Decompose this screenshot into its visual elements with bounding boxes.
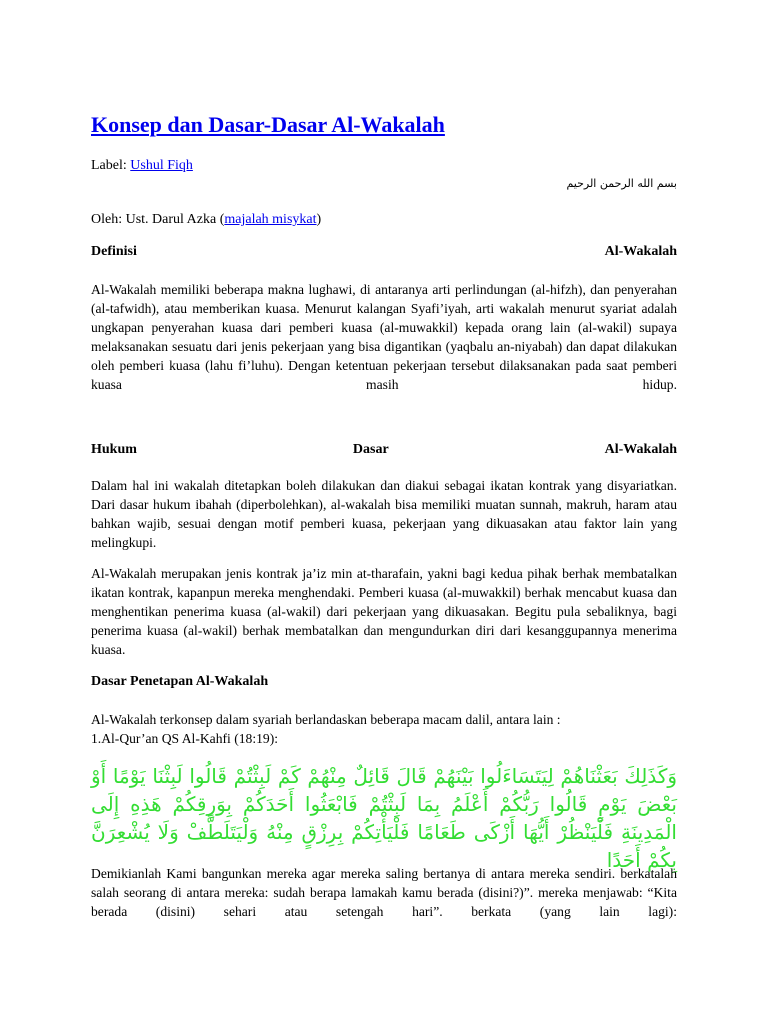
hukum-paragraph-1: Dalam hal ini wakalah ditetapkan boleh dilakukan dan diakui sebagai ikatan kontrak yang disyariatkan. Dari dasar hukum ibahah (diperbolehkan), al-wakalah bisa memiliki muatan sunnah, makruh, haram atau bahkan wajib, sesuai dengan motif pemberi kuasa, pekerjaan yang dikuasakan atau faktor lain yang melingkupi. [91,478,677,550]
author-prefix: Oleh: Ust. Darul Azka ( [91,212,225,227]
dasar-intro: Al-Wakalah terkonsep dalam syariah berlandaskan beberapa macam dalil, antara lain : [91,712,561,727]
hukum-heading-right: Al-Wakalah [604,442,677,457]
label-line [91,156,193,176]
dasar-item-1: 1.Al-Qur’an QS Al-Kahfi (18:19): [91,731,279,746]
hukum-heading [91,440,677,460]
label-link[interactable]: Ushul Fiqh [130,158,193,173]
author-suffix: ) [316,212,322,227]
bismillah-text: بسم الله الرحمن الرحيم [566,177,677,190]
author-line [91,210,321,230]
definisi-heading-right: Al-Wakalah [604,244,677,259]
definisi-paragraph: Al-Wakalah memiliki beberapa makna lughawi, di antaranya arti perlindungan (al-hifzh), dan penyerahan (al-tafwidh), atau memberikan kuasa. Menurut kalangan Syafi’iyah, arti wakalah menurut syariat adalah ungkapan penyerahan kuasa dari pemberi kuasa (al-muwakkil) kepada orang lain (al-wakil) supaya melaksanakan sesuatu dari jenis pekerjaan yang bisa digantikan (yaqbalu an-niyabah) dan dapat dilakukan oleh pemberi kuasa (lahu fi’luhu). Dengan ketentuan pekerjaan tersebut dilaksanakan pada saat pemberi kuasa masih hidup. [91,282,677,392]
label-prefix: Label: [91,158,131,173]
author-source-link[interactable]: majalah misykat [224,212,317,227]
article-title[interactable]: Konsep dan Dasar-Dasar Al-Wakalah [91,112,445,137]
definisi-heading-left: Definisi [91,244,137,259]
translation-paragraph: Demikianlah Kami bangunkan mereka agar mereka saling bertanya di antara mereka sendiri. berkatalah salah seorang di antara mereka: sudah berapa lamakah kamu berada (disini?)”. mereka menjawab: “Kita berada (disini) sehari atau setengah hari”. berkata (yang lain lagi): [91,866,677,919]
hukum-paragraph-2: Al-Wakalah merupakan jenis kontrak ja’iz min at-tharafain, yakni bagi kedua pihak berhak membatalkan ikatan kontrak, kapanpun mereka menghendaki. Pemberi kuasa (al-muwakkil) berhak mencabut kuasa dan menghentikan penerima kuasa (al-wakil) dari pekerjaan yang dikuasakan. Begitu pula sebaliknya, bagi penerima kuasa (al-wakil) berhak membatalkan dan mengundurkan diri dari kesanggupannya menerima kuasa. [91,566,677,657]
hukum-heading-left: Hukum [91,442,137,457]
dasar-heading: Dasar Penetapan Al-Wakalah [91,674,269,689]
arabic-verse: وَكَذَلِكَ بَعَثْنَاهُمْ لِيَتَسَاءَلُوا بَيْنَهُمْ قَالَ قَائِلٌ مِنْهُمْ كَمْ لَبِثْتُمْ قَالُوا لَبِثْنَا يَوْمًا أَوْ بَعْضَ يَوْمٍ قَالُوا رَبُّكُمْ أَعْلَمُ بِمَا لَبِثْتُمْ فَابْعَثُوا أَحَدَكُمْ بِوَرِقِكُمْ هَذِهِ إِلَى الْمَدِينَةِ فَلْيَنْظُرْ أَيُّهَا أَزْكَى طَعَامًا فَلْيَأْتِكُمْ بِرِزْقٍ مِنْهُ وَلْيَتَلَطَّفْ وَلَا يُشْعِرَنَّ بِكُمْ أَحَدًا [91,764,677,872]
definisi-heading [91,242,677,262]
hukum-heading-middle: Dasar [352,442,389,457]
